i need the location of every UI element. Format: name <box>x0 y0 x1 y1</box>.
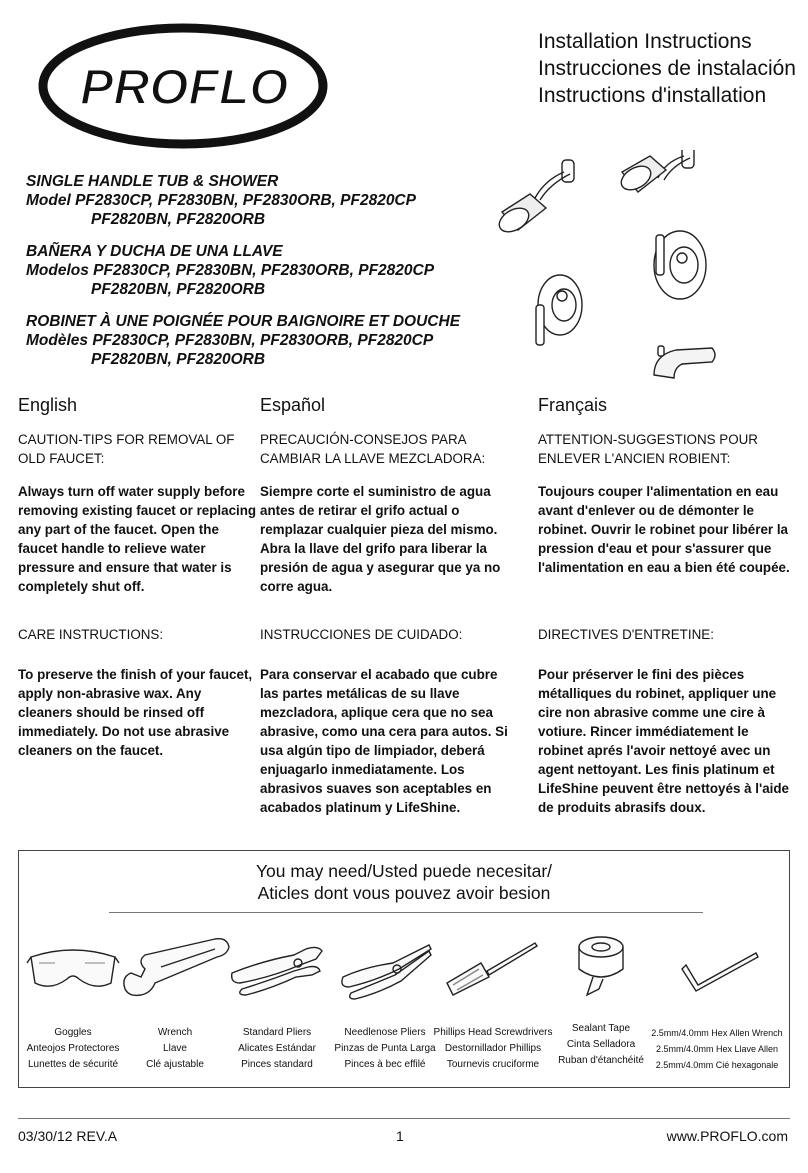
tool-label-es: 2.5mm/4.0mm Hex Llave Allen <box>655 1044 779 1054</box>
hex-wrench-icon <box>672 933 762 1003</box>
tool-label-es: Anteojos Protectores <box>26 1043 120 1054</box>
footer-date: 03/30/12 REV.A <box>18 1128 118 1144</box>
shower-head-icon <box>617 150 694 195</box>
tool-wrench <box>115 933 235 1133</box>
tool-label-fr: Ruban d'étanchéité <box>558 1055 644 1066</box>
caution-title: ATTENTION-SUGGESTIONS POUR ENLEVER L'ANCIEN ROBIENT: <box>538 432 758 466</box>
care-body: Para conservar el acabado que cubre las partes metálicas de su llave mezcladora, aplique cera que no sea abrasive, como una cera para autos. Si usa algún tipo de limpiador, deberá enjuagarlo inmediatamente. Los abrasivos suaves son aceptables en acabados platinum y LifeShine. <box>260 667 508 815</box>
tool-label-en: Goggles <box>54 1027 92 1038</box>
model-heading-en: SINGLE HANDLE TUB & SHOWER <box>26 173 279 190</box>
model-heading-es: BAÑERA Y DUCHA DE UNA LLAVE <box>26 243 283 260</box>
tools-title-line2: Aticles dont vous pouvez avoir besion <box>257 883 551 903</box>
tool-label-fr: Lunettes de sécurité <box>27 1059 119 1070</box>
language-heading: Français <box>538 395 608 415</box>
model-heading-fr: ROBINET À UNE POIGNÉE POUR BAIGNOIRE ET DOUCHE <box>26 313 461 330</box>
installation-titles <box>538 28 796 109</box>
language-heading: English <box>18 395 78 415</box>
valve-trim-icon <box>536 275 582 345</box>
tools-title-line1: You may need/Usted puede necesitar/ <box>255 861 553 881</box>
model-list-es-cont: PF2820BN, PF2820ORB <box>91 281 266 298</box>
footer-url[interactable]: www.PROFLO.com <box>666 1128 788 1144</box>
tool-label-en: Sealant Tape <box>571 1023 631 1034</box>
tool-label-es: Alicates Estándar <box>238 1043 316 1054</box>
column-spanish <box>260 396 512 817</box>
title-en: Installation Instructions <box>538 30 752 53</box>
caution-body: Siempre corte el suministro de agua antes de retirar el grifo actual o remplazar cualquier pieza del mismo. Abra la llave del grifo para liberar la presión de agua y asegurar que ya no corre agua. <box>260 484 501 594</box>
wrench-icon <box>115 933 235 1003</box>
model-list-en: Model PF2830CP, PF2830BN, PF2830ORB, PF2820CP <box>26 192 416 209</box>
caution-body: Toujours couper l'alimentation en eau avant d'enlever ou de démonter le robinet. Ouvrir le robinet pour libérer la pression d'eau et pour s'assurer que l'alimentation en eau a bien été coupée. <box>538 484 790 575</box>
tool-goggles <box>23 933 123 1133</box>
model-info <box>26 172 496 382</box>
screwdriver-icon <box>443 933 543 1003</box>
tool-hex-wrench <box>645 933 789 1133</box>
product-illustration <box>490 150 720 385</box>
tool-label-es: Destornillador Phillips <box>444 1043 542 1054</box>
care-title: DIRECTIVES D'ENTRETINE: <box>538 627 714 642</box>
model-list-en-cont: PF2820BN, PF2820ORB <box>91 211 266 228</box>
model-block-fr <box>26 312 496 369</box>
footer-divider <box>18 1118 790 1119</box>
page-number: 1 <box>396 1128 404 1144</box>
caution-body: Always turn off water supply before removing existing faucet or replacing any part of the faucet. Open the faucet handle to relieve water pressure and ensure that water is completely shut off. <box>18 484 257 594</box>
tool-label-en: Needlenose Pliers <box>344 1027 426 1038</box>
divider <box>109 912 703 913</box>
tool-label-es: Pinzas de Punta Larga <box>334 1043 436 1054</box>
shower-head-icon <box>495 160 574 237</box>
tool-label-en: Phillips Head Screwdrivers <box>433 1027 553 1038</box>
logo-text: PROFLO <box>80 59 289 115</box>
valve-trim-icon <box>654 231 706 299</box>
model-list-fr: Modèles PF2830CP, PF2830BN, PF2830ORB, PF2820CP <box>26 332 434 349</box>
tool-label-fr: Pinces à bec effilé <box>344 1059 426 1070</box>
language-heading: Español <box>260 395 326 415</box>
tool-label-es: Cinta Selladora <box>566 1039 636 1050</box>
care-body: Pour préserver le fini des pièces métalliques du robinet, appliquer une cire non abrasive comme une cire à votiure. Rincer immédiatement le robinet aprés l'avoir nettoyé avec un agent nettoyant. Les finis platinum et LifeShine peuvent être nettoyés à l'aide de produits abrasifs doux. <box>538 667 789 815</box>
tool-label-en: 2.5mm/4.0mm Hex Allen Wrench <box>651 1028 783 1038</box>
title-es: Instrucciones de instalación <box>538 57 796 80</box>
tool-needlenose-pliers <box>327 933 443 1133</box>
tool-label-en: Wrench <box>157 1027 193 1038</box>
tub-spout-icon <box>654 346 715 378</box>
care-title: CARE INSTRUCTIONS: <box>18 627 164 642</box>
sealant-tape-icon <box>569 929 633 999</box>
caution-title: PRECAUCIÓN-CONSEJOS PARA CAMBIAR LA LLAVE MEZCLADORA: <box>260 432 486 466</box>
tool-label-fr: Clé ajustable <box>146 1059 204 1070</box>
care-body: To preserve the finish of your faucet, apply non-abrasive wax. Any cleaners should be rinsed off immediately. Do not use abrasive cleaners on the faucet. <box>18 667 253 758</box>
tool-label-en: Standard Pliers <box>242 1027 312 1038</box>
tools-needed-box <box>18 850 790 1088</box>
model-list-es: Modelos PF2830CP, PF2830BN, PF2830ORB, PF2820CP <box>26 262 435 279</box>
goggles-icon <box>25 933 121 1003</box>
pliers-icon <box>222 933 332 1003</box>
tool-label-fr: Tournevis cruciforme <box>446 1059 540 1070</box>
needlenose-pliers-icon <box>335 933 435 1003</box>
model-block-en <box>26 172 496 229</box>
caution-title: CAUTION-TIPS FOR REMOVAL OF OLD FAUCET: <box>18 432 235 466</box>
proflo-logo <box>38 22 328 150</box>
tool-label-es: Llave <box>163 1043 187 1054</box>
model-block-es <box>26 242 496 299</box>
tool-label-fr: 2.5mm/4.0mm Cié hexagonale <box>655 1060 779 1070</box>
tool-screwdriver <box>431 933 555 1133</box>
tool-label-fr: Pinces standard <box>241 1059 313 1070</box>
tool-standard-pliers <box>219 933 335 1133</box>
column-french <box>538 396 790 817</box>
tools-title <box>19 860 789 904</box>
title-fr: Instructions d'installation <box>538 84 767 107</box>
column-english <box>18 396 258 760</box>
care-title: INSTRUCCIONES DE CUIDADO: <box>260 627 463 642</box>
tool-sealant-tape <box>553 929 649 1129</box>
model-list-fr-cont: PF2820BN, PF2820ORB <box>91 351 266 368</box>
